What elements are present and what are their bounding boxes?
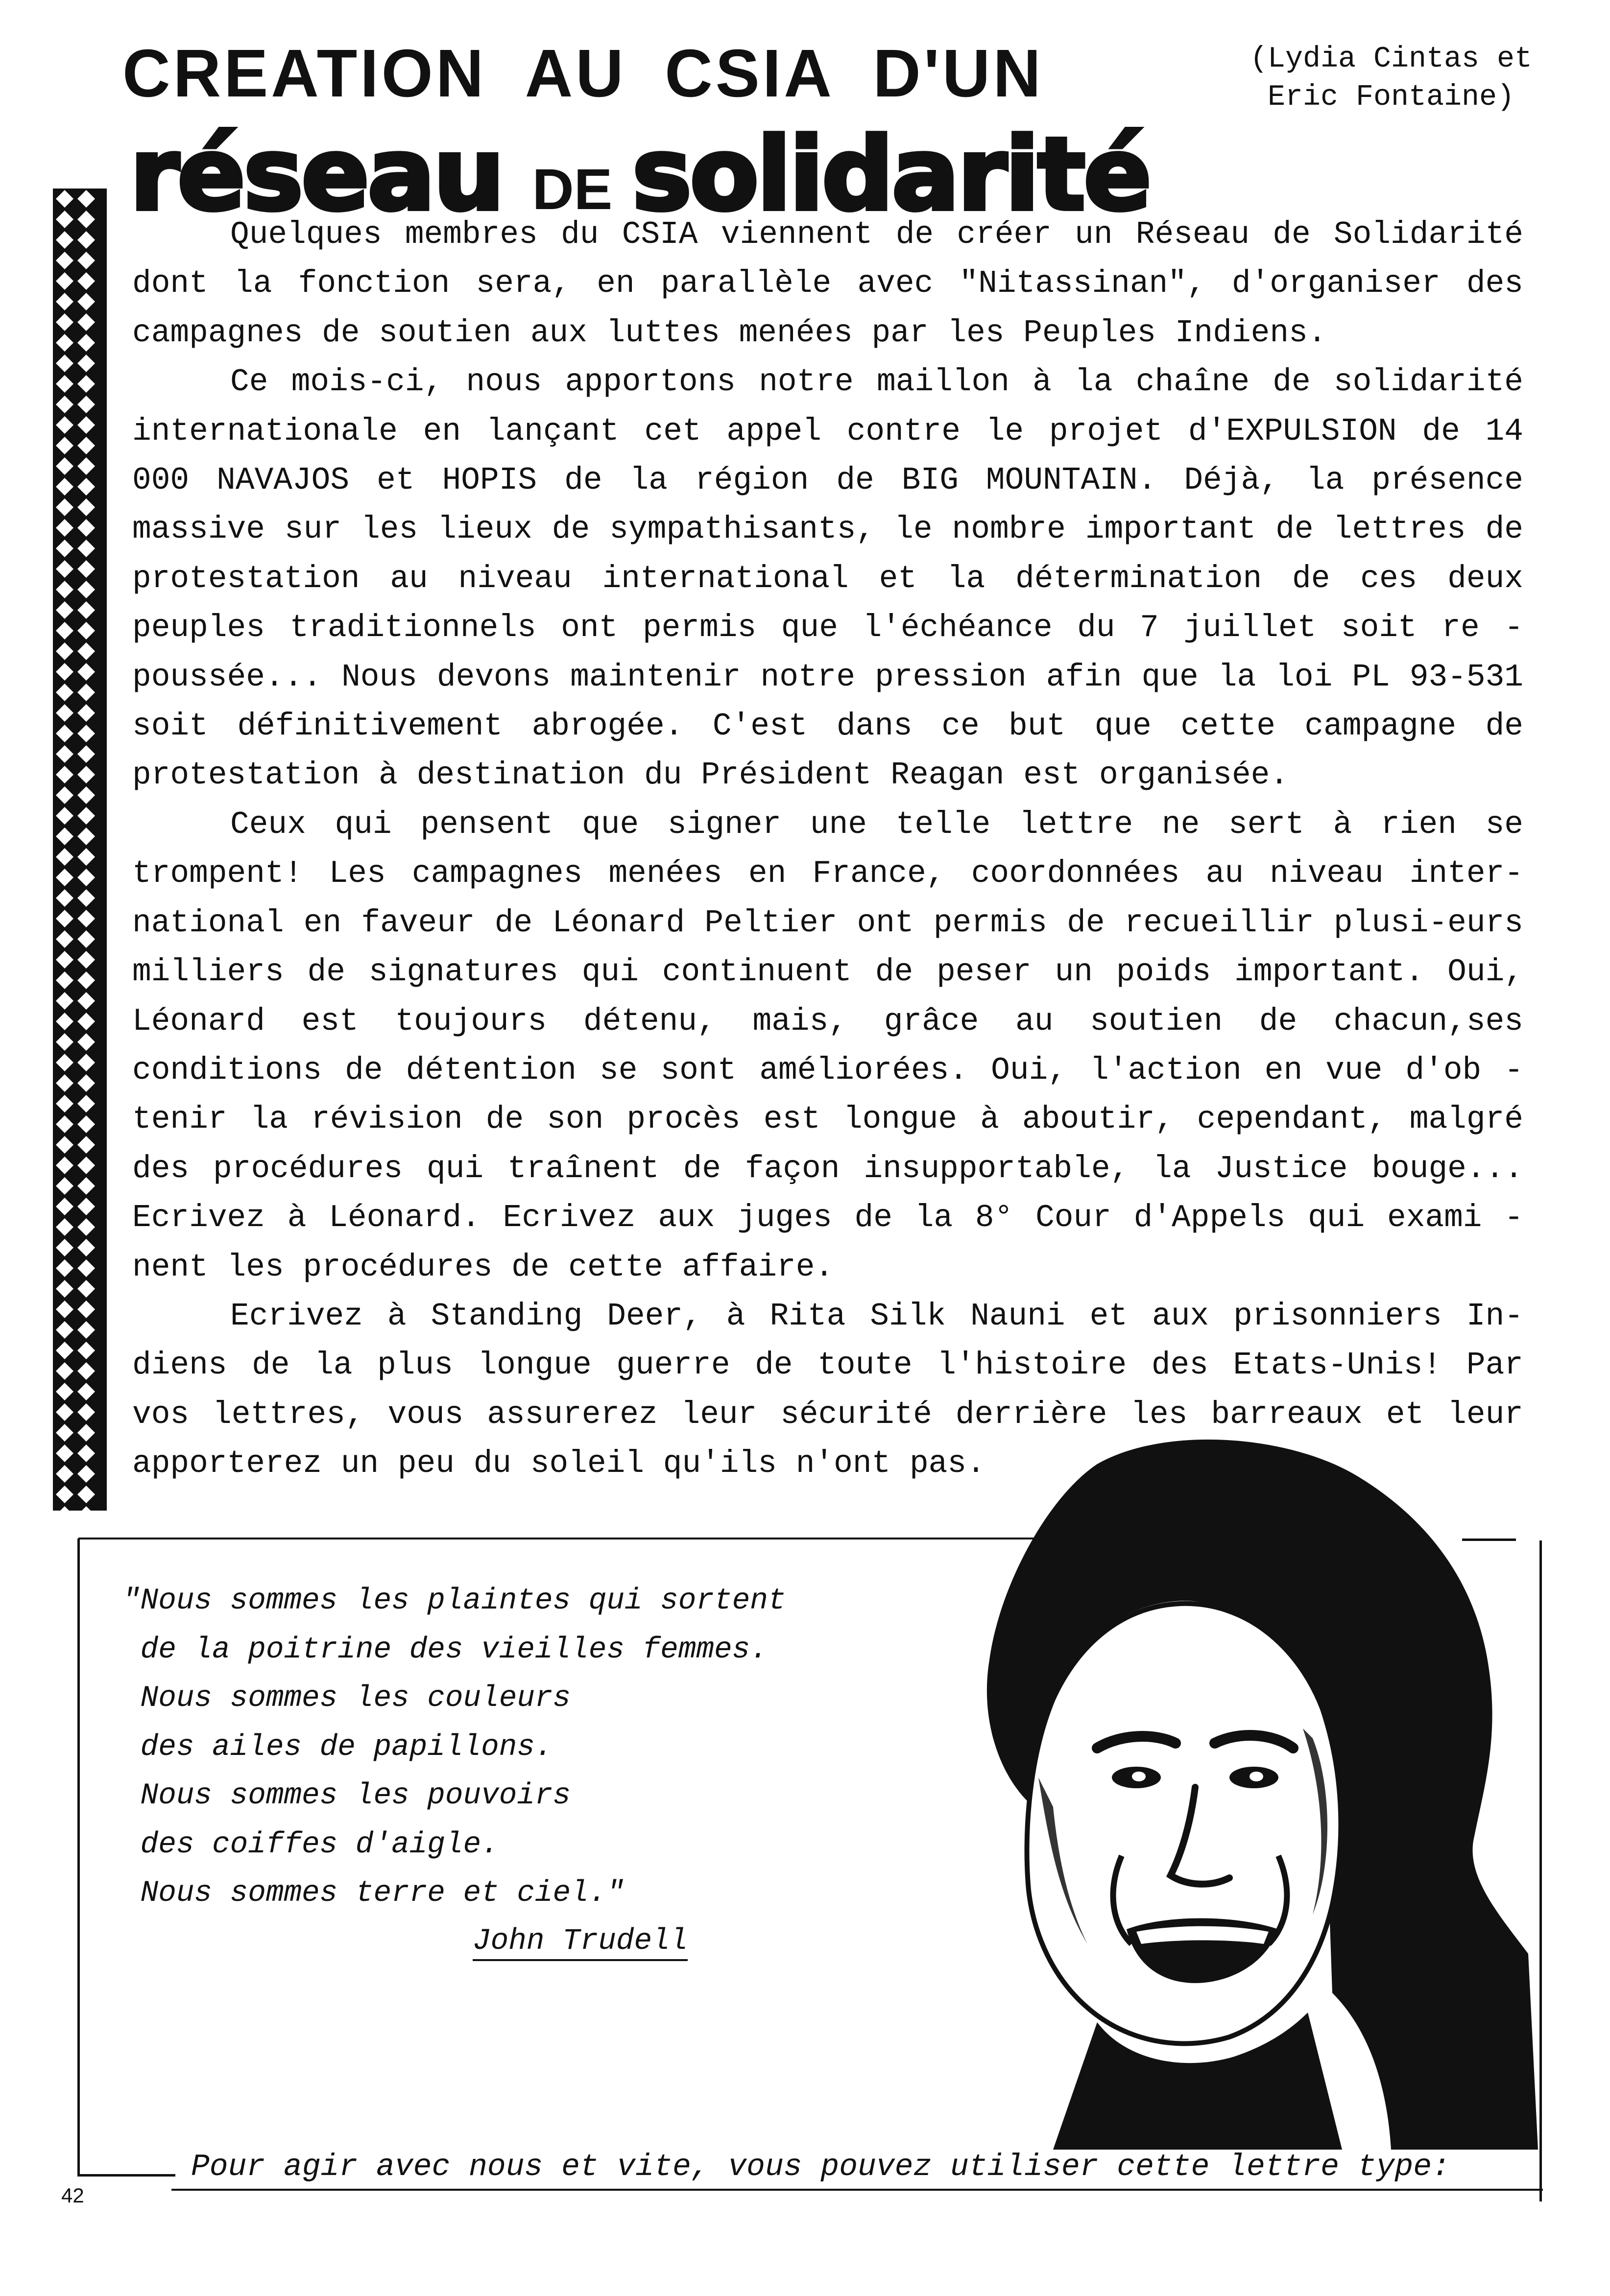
headline-word: CSIA xyxy=(665,36,835,111)
paragraph: Ceux qui pensent que signer une telle lettre ne sert à rien se trompent! Les campagnes menées en France, coordonnées au niveau inter-national en faveur de Léonard Peltier ont permis de recueillir plusi-eurs milliers de signatures qui continuent de peser un poids important. Oui, Léonard est toujours détenu, mais, grâce au soutien de chacun,ses conditions de détention se sont améliorées. Oui, l'action en vue d'ob - tenir la révision de son procès est longue à aboutir, cependant, malgré des procédures qui traînent de façon insupportable, la Justice bouge... Ecrivez à Léonard. Ecrivez aux juges de la 8° Cour d'Appels qui exami - nent les procédures de cette affaire. xyxy=(132,806,1523,1285)
footer-underline xyxy=(171,2189,1543,2191)
portrait-illustration xyxy=(891,1435,1548,2150)
quote-line: de la poitrine des vieilles femmes. xyxy=(122,1633,768,1667)
paragraph: Quelques membres du CSIA viennent de créer un Réseau de Solidarité dont la fonction sera, en parallèle avec "Nitassinan", d'organiser des campagnes de soutien aux luttes menées par les Peuples Indiens. xyxy=(132,217,1523,351)
paragraph: Ce mois-ci, nous apportons notre maillon à la chaîne de solidarité internationale en lançant cet appel contre le projet d'EXPULSION de 14 000 NAVAJOS et HOPIS de la région de BIG MOUNTAIN. Déjà, la présence massive sur les lieux de sympathisants, le nombre important de lettres de protestation au niveau international et la détermination de ces deux peuples traditionnels ont permis que l'échéance du 7 juillet soit re - poussée... Nous devons maintenir notre pression afin que la loi PL 93-531 soit définitivement abrogée. C'est dans ce but que cette campagne de protestation à destination du Président Reagan est organisée. xyxy=(132,364,1523,794)
quote-line: des ailes de papillons. xyxy=(122,1730,553,1764)
page-number: 42 xyxy=(61,2184,84,2207)
headline-word-reseau: réseau xyxy=(130,117,503,233)
byline xyxy=(1195,40,1587,117)
quote-line: des coiffes d'aigle. xyxy=(122,1827,499,1862)
quote-line: Nous sommes terre et ciel." xyxy=(122,1876,625,1910)
headline-word-de: DE xyxy=(532,157,613,222)
quote-author: John Trudell xyxy=(473,1924,688,1961)
headline-word: D'UN xyxy=(873,36,1044,111)
headline-word: CREATION xyxy=(122,36,487,111)
quote-box-rule xyxy=(77,2174,175,2177)
paragraph: Ecrivez à Standing Deer, à Rita Silk Nauni et aux prisonniers In-diens de la plus longue guerre de toute l'histoire des Etats-Unis! Par vos lettres, vous assurerez leur sécurité derrière les barreaux et leur apporterez un peu du soleil qu'ils n'ont pas. xyxy=(132,1298,1523,1482)
quote-line: Nous sommes les couleurs xyxy=(122,1681,571,1715)
byline-line: (Lydia Cintas et xyxy=(1250,43,1533,76)
diamond-border-decoration xyxy=(53,189,107,1511)
headline-line-1 xyxy=(122,37,1082,110)
footer-call-to-action: Pour agir avec nous et vite, vous pouvez utiliser cette lettre type: xyxy=(191,2150,1450,2184)
quote-line: Nous sommes les pouvoirs xyxy=(122,1779,571,1813)
quote-line: "Nous sommes les plaintes qui sortent xyxy=(122,1584,786,1618)
headline-word-solidarite: solidarité xyxy=(632,117,1150,233)
headline-word: AU xyxy=(525,36,626,111)
article-body xyxy=(132,211,1523,1489)
poem-quote xyxy=(122,1577,906,1918)
quote-box-rule xyxy=(77,1539,80,2175)
byline-line: Eric Fontaine) xyxy=(1267,81,1515,114)
